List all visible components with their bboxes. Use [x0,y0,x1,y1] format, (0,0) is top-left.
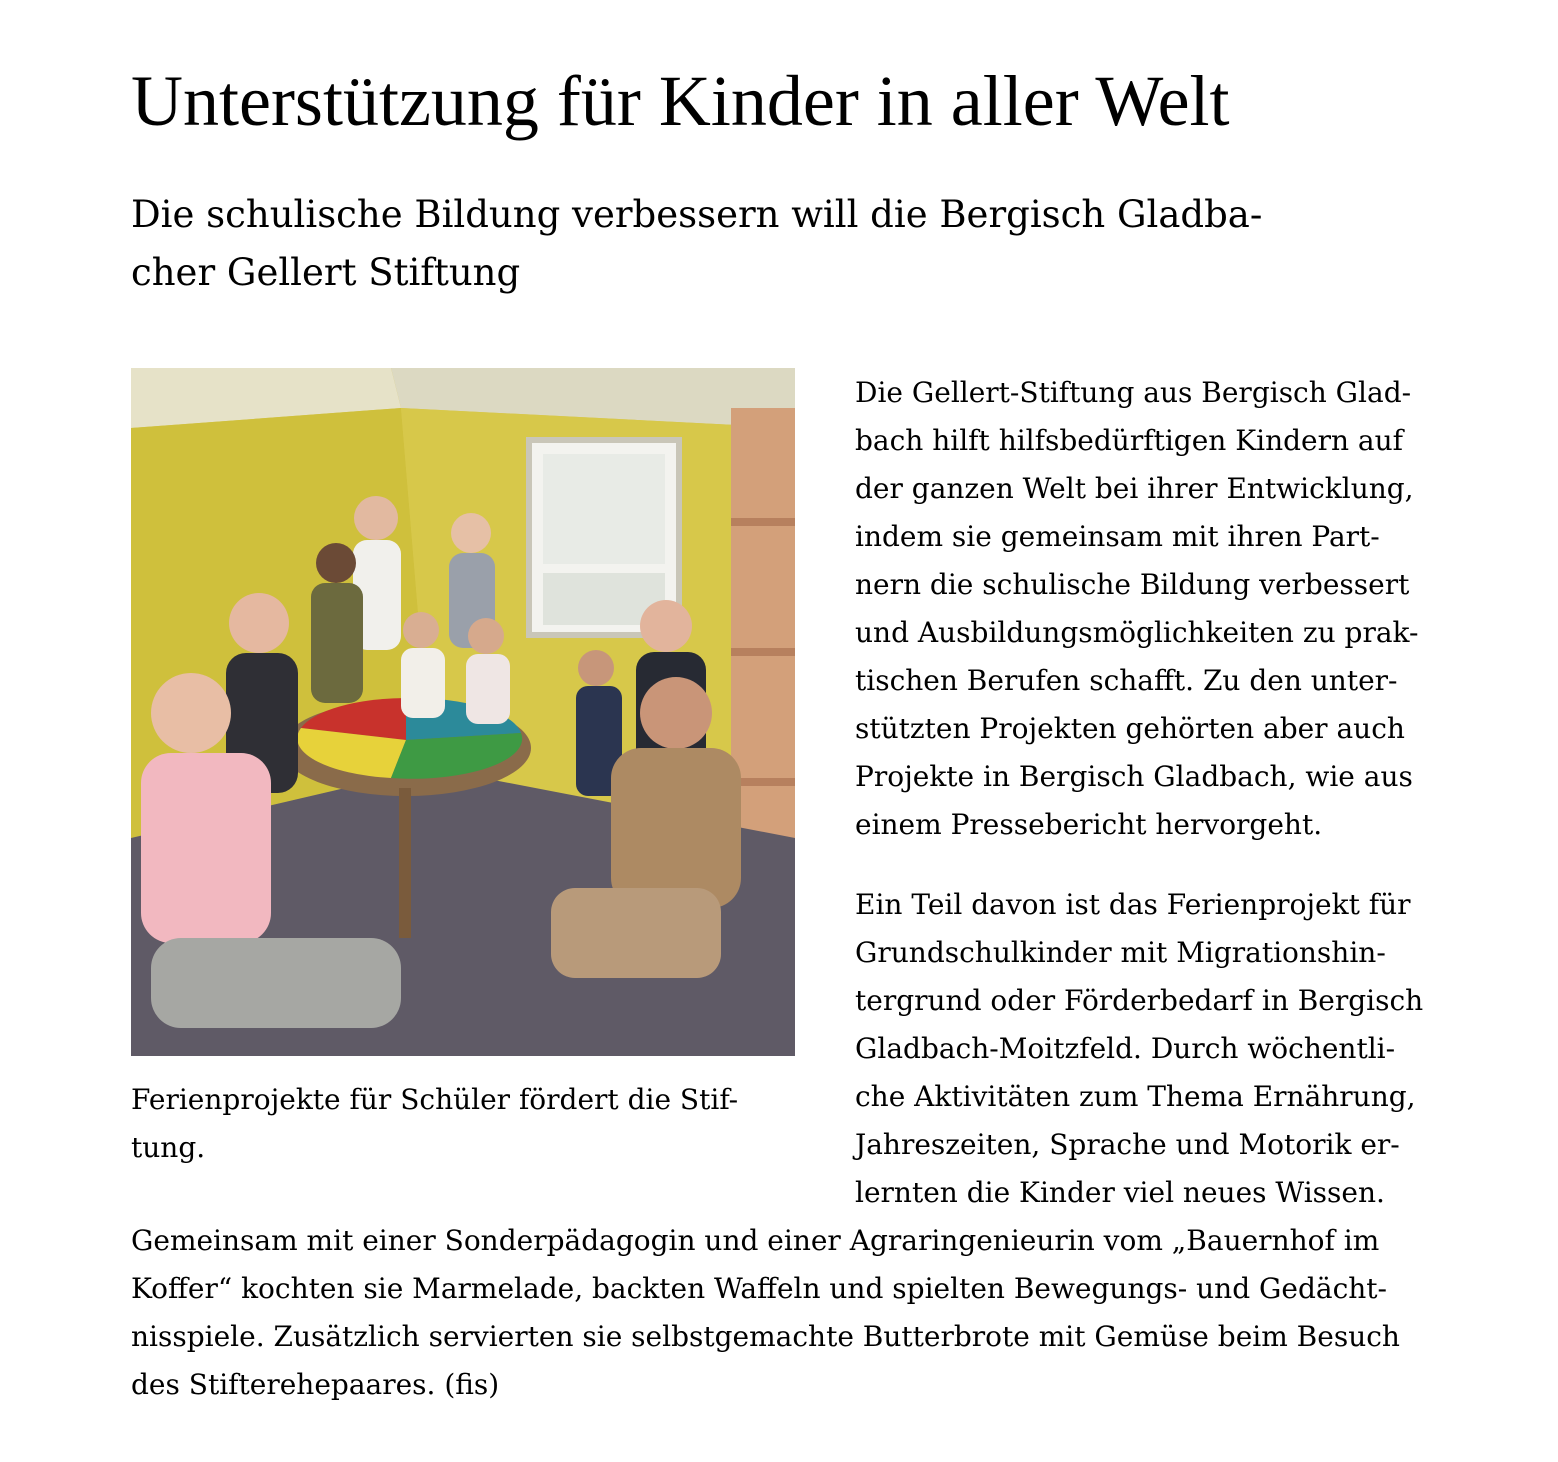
text-line: Projekte in Bergisch Gladbach, wie aus [855,760,1413,793]
text-line: und Ausbildungsmöglichkeiten zu prak- [855,616,1419,649]
text-line: Gladbach-Moitzfeld. Durch wöchentli- [855,1032,1396,1065]
text-line: des Stifterehepaares. (fis) [131,1368,500,1401]
text-line: Koffer“ kochten sie Marmelade, backten Waffeln und spielten Bewegungs- und Gedächt- [131,1272,1388,1305]
text-line: nern die schulische Bildung verbessert [855,568,1410,601]
caption-line: tung. [131,1131,206,1164]
text-line: der ganzen Welt bei ihrer Entwicklung, [855,472,1414,505]
text-line: Grundschulkinder mit Migrationshin- [855,936,1386,969]
text-line: bach hilft hilfsbedürftigen Kindern auf [855,424,1404,457]
text-line: einem Pressebericht hervorgeht. [855,808,1323,841]
photo-caption [131,1076,811,1172]
text-line: lernten die Kinder viel neues Wissen. [855,1176,1385,1209]
text-line: Jahreszeiten, Sprache und Motorik er- [855,1128,1400,1161]
article-paragraph-1 [855,369,1495,849]
text-line: Gemeinsam mit einer Sonderpädagogin und einer Agraringenieurin vom „Bauernhof im [131,1224,1380,1257]
caption-line: Ferienprojekte für Schüler fördert die Stif- [131,1083,739,1116]
text-line: tischen Berufen schafft. Zu den unter- [855,664,1398,697]
article-photo [131,368,795,1056]
text-line: nisspiele. Zusätzlich servierten sie selbstgemachte Butterbrote mit Gemüse beim Besuch [131,1320,1400,1353]
subhead-line: Die schulische Bildung verbessern will die Bergisch Gladba- [131,193,1263,236]
text-line: stützten Projekten gehörten aber auch [855,712,1405,745]
article-paragraph-3 [131,1217,1491,1409]
text-line: indem sie gemeinsam mit ihren Part- [855,520,1380,553]
photo-illustration [131,368,795,1056]
article-headline: Unterstützung für Kinder in aller Welt [131,61,1230,141]
text-line: Die Gellert-Stiftung aus Bergisch Glad- [855,376,1412,409]
text-line: che Aktivitäten zum Thema Ernährung, [855,1080,1416,1113]
article-subheadline [131,186,1451,302]
text-line: tergrund oder Förderbedarf in Bergisch [855,984,1424,1017]
article-paragraph-2 [855,881,1495,1217]
text-line: Ein Teil davon ist das Ferienprojekt für [855,888,1411,921]
subhead-line: cher Gellert Stiftung [131,251,521,294]
